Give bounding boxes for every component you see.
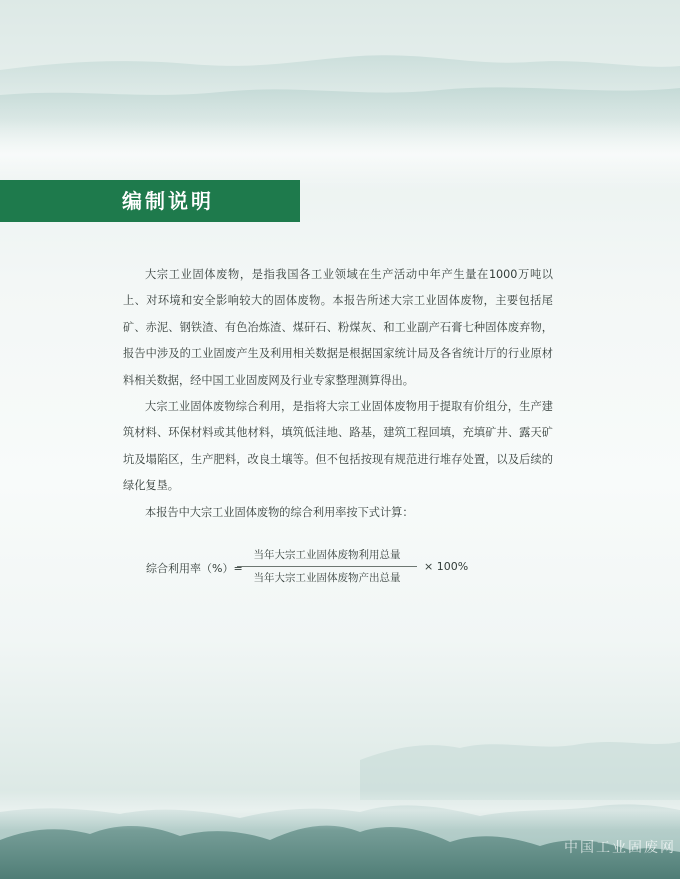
formula-rhs: × 100% [424, 560, 469, 573]
formula-numerator: 当年大宗工业固体废物利用总量 [253, 549, 401, 561]
paragraph-utilization: 大宗工业固体废物综合利用，是指将大宗工业固体废物用于提取有价组分，生产建筑材料、环保材料或其他材料，填筑低洼地、路基，建筑工程回填，充填矿井、露天矿坑及塌陷区，生产肥料，改良土壤等。但不包括按现有规范进行堆存处置，以及后续的绿化复垦。 [123, 400, 553, 493]
fraction-line [237, 566, 417, 567]
formula-lhs: 综合利用率（%）= [146, 562, 243, 575]
paragraph-formula-intro: 本报告中大宗工业固体废物的综合利用率按下式计算： [145, 505, 414, 519]
body-content [123, 262, 553, 526]
paragraph-definition: 大宗工业固体废物，是指我国各工业领域在生产活动中年产生量在1000万吨以上、对环境和安全影响较大的固体废物。本报告所述大宗工业固体废物，主要包括尾矿、赤泥、钢铁渣、有色冶炼渣、煤矸石、粉煤灰、和工业副产石膏七种固体废弃物，报告中涉及的工业固废产生及利用相关数据是根据国家统计局及各省统计厅的行业原材料相关数据，经中国工业固废网及行业专家整理测算得出。 [123, 268, 553, 387]
section-title: 编制说明 [122, 189, 214, 213]
formula-fraction [237, 546, 417, 587]
formula-denominator: 当年大宗工业固体废物产出总量 [253, 572, 401, 584]
watermark: 中国工业固废网 [564, 840, 676, 856]
section-title-bar [0, 180, 300, 222]
